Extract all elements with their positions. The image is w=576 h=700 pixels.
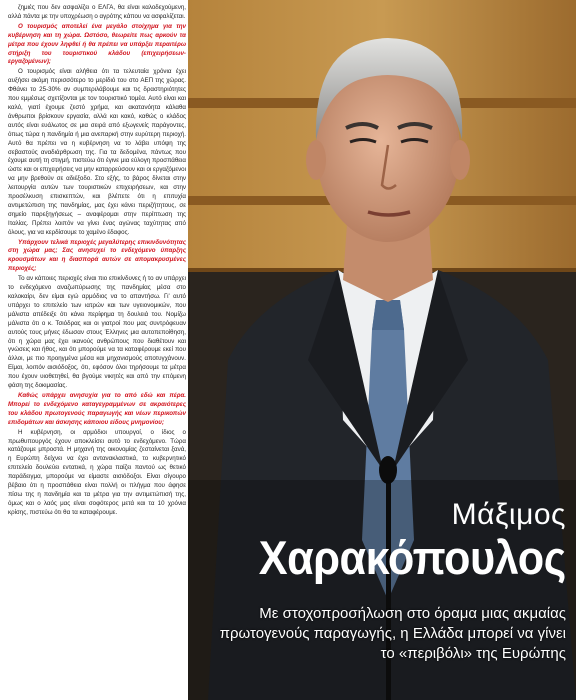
interview-question-3: Καθώς υπάρχει ανησυχία για το από εδώ και πέρα. Μπορεί το ενδεχόμενο καταγεγραμμένων σε ακραιότερες του κλάδου πρωτογενούς παραγωγής και νέων περικοπών επιδομάτων και άσκησης κάποιου είδους μνημονίου; — [8, 391, 186, 426]
paragraph-2: Ο τουρισμός είναι αλήθεια ότι τα τελευταία χρόνια έχει αυξήσει ακόμη περισσότερο το μερίδιό του στο ΑΕΠ της χώρας. Φθάνει το 25-30% αν συμπεριλάβουμε και τις δραστηριότητες που εμμέσως σχετίζονται με τον τουριστικό τομέα. Αυτό είναι και καλό, γιατί έχουμε ζεστό χρήμα, και ακατανόητα κάλαθα άνθρωποι βρίσκουν εργασία, αλλά και κακό, καθώς ο κλάδος αυτός είναι ευάλωτος σε μια σειρά από εξωγενείς παράγοντες, όπως τώρα η πανδημία ή μια ανεπαρκή στην ευρύτερη περιοχή. Αυτό θα πρέπει να η κυβέρνηση να το λάβει υπόψη της σεβαστούς αναδιάρθρωση της. Για τα δεδομένα, πάντως που έχουμε αυτή τη στιγμή, πιστεύω ότι έγινε μια εύλογη προσπάθεια ώστε και οι επιχειρήσεις να μην καταρρεύσουν και οι εργαζόμενοι να μην βρεθούν σε αδιέξοδο. Στο εξής, το βάρος δίνεται στην λειτουργία αυτών των τουριστικών επιχειρήσεων, και στην προσέλκυση επισκεπτών, και βλέπετε ότι η επιτυχία αντιμετώπιση της πανδημίας, μας έχει κάνει περιζήτητους, σε σημείο παρεξηγήσεως – αναφέρομαι στην περίπτωση της Ιταλίας. Πρέπει λοιπόν να γίνει ένας αγώνας ταχύτητας από όλους, για να κερδίσουμε το χαμένο έδαφος. — [8, 68, 186, 236]
paragraph-4: Η κυβέρνηση, οι αρμόδιοι υπουργοί, ο ίδιος ο πρωθυπουργός έχουν αποκλείσει αυτό το ενδεχόμενο. Τώρα κατάζουμε μπροστά. Η μηχανή της οικονομίας ζεσταίνεται ξανά, η Ευρώπη δείχνει να έχει αντανακλαστικά, το κυβερνητικό επιτελείο δουλεύει εντατικά, η χώρα παίζει παντού ως θετικό παράδειγμα, μπορούμε να είμαστε αισιόδοξοι. Είναι σίγουρο βέβαιο ότι η προσπάθεια είναι πολλή οι πλήγμα που άφησε πίσω της η πανδημία και τα μέτρα για την αντιμετώπισή της, όμως και ο λαός μας είναι σοφότερος μετά και τα 10 χρόνια κρίσης, πιστεύω ότι θα τα καταφέρουμε. — [8, 428, 186, 516]
portrait-photo — [188, 0, 576, 700]
interview-question-1: Ο τουρισμός αποτελεί ένα μεγάλο στοίχημα για την κυβέρνηση και τη χώρα. Ωστόσο, θεωρείτε πως αρκούν τα μέτρα που έχουν ληφθεί ή θα πρέπει να υπάρξει περαιτέρω στήριξη του τουριστικού κλάδου (επιχειρήσεων-εργαζομένων); — [8, 22, 186, 66]
headline-subtitle: Με στοχοπροσήλωση στο όραμα μιας ακμαίας πρωτογενούς παραγωγής, η Ελλάδα μπορεί να γίνει το «περιβόλι» της Ευρώπης — [219, 605, 566, 662]
last-name: Χαρακόπουλος — [258, 531, 566, 584]
paragraph-1: ζημιές που δεν ασφαλίζει ο ΕΛΓΑ, θα είναι καλοδεχούμενη, αλλά πάντα με την υποχρέωση ο αγρότης κάπου να ασφαλίζεται. — [8, 4, 186, 20]
first-name: Μάξιμος — [451, 498, 566, 531]
article-text-column — [8, 4, 186, 700]
interview-question-2: Υπάρχουν τελικά περιοχές μεγαλύτερης επικινδυνότητας στη χώρα μας; Σας ανησυχεί το ενδεχόμενο ύπαρξης κρουσμάτων και η διασπορά αυτών σε απομακρυσμένες περιοχές; — [8, 238, 186, 273]
paragraph-3: Το αν κάποιες περιοχές είναι πιο επικίνδυνες ή το αν υπάρχει το ενδεχόμενο αναζωπύρωσης της πανδημίας μέσα στο καλοκαίρι, δεν είμαι εγώ αρμόδιος να το απαντήσω. Γι' αυτό υπάρχει το επιτελείο των ιατρών και των υγειονομικών, που μάλιστα απέδειξε ότι κάνει περίφημα τη δουλειά του. Νομίζω μάλιστα ότι ο κ. Τσιόδρας και οι γιατροί που μας συντρόφευαν αυτούς τους μήνες έδωσαν στους Έλληνες μια αυτοπεποίθηση, ότι η χώρα μας έχει ικανούς ανθρώπους που διαθέτουν και γνώσεις και ήθος, και ότι μπορούμε να τα καταφέρουμε εκεί που άλλοι, με πιο προηγμένα μέσα και μηχανισμούς αποτυγχάνουν. Είμαι, λοιπόν αισιόδοξος, ότι, εφόσον όλοι τηρήσουμε τα μέτρα που έχουν υιοθετηθεί, θα βγούμε νικητές και από την επόμενη φάση της δοκιμασίας. — [8, 275, 186, 390]
portrait-illustration — [188, 0, 576, 700]
